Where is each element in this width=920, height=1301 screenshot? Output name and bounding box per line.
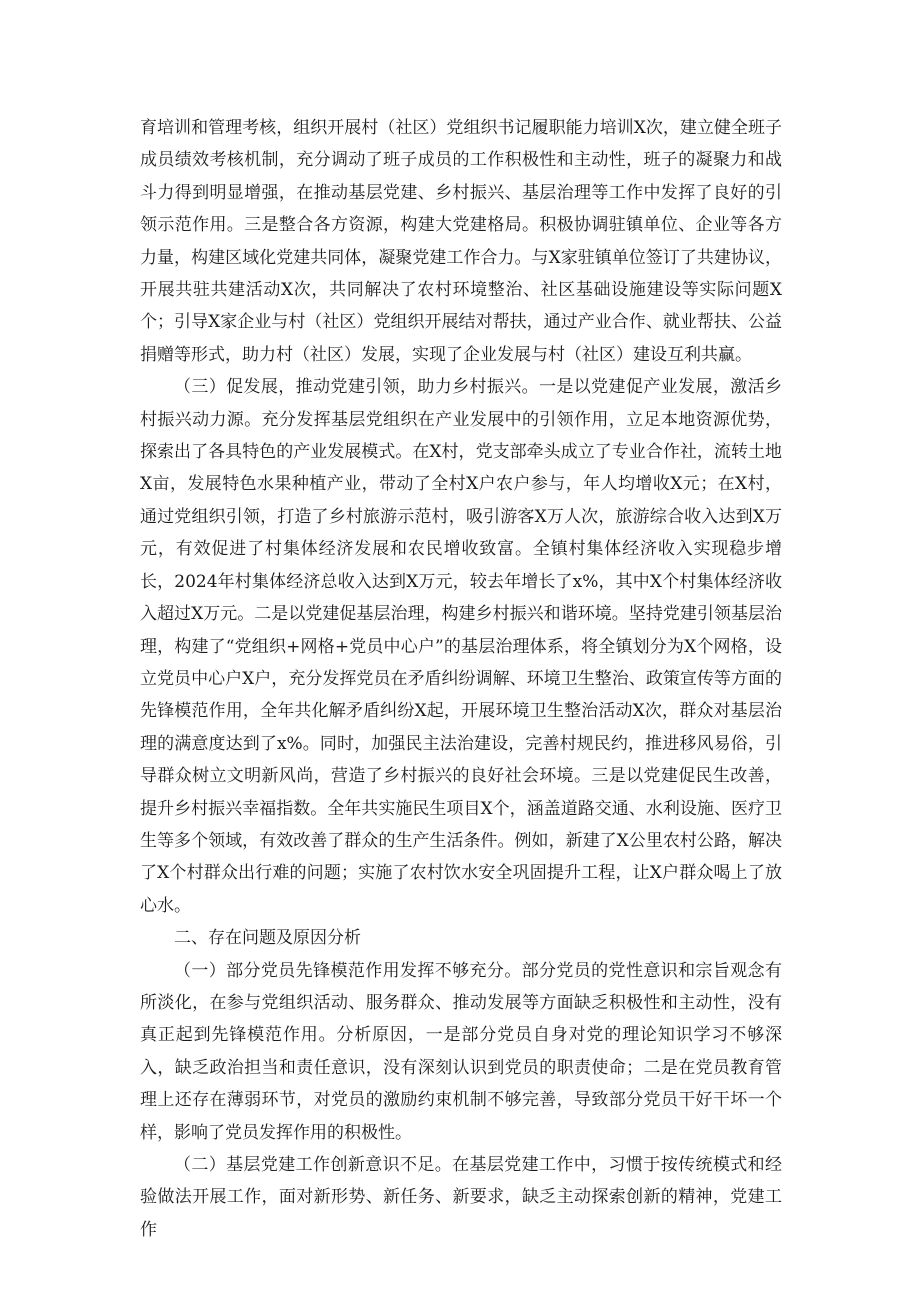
paragraph-promote-development: （三）促发展，推动党建引领，助力乡村振兴。一是以党建促产业发展，激活乡村振兴动力源。充分发挥基层党组织在产业发展中的引领作用，立足本地资源优势，探索出了各具特色的产业发展模式。在X村，党支部牵头成立了专业合作社，流转土地X亩，发展特色水果种植产业，带动了全村X户农户参与，年人均增收X元；在X村，通过党组织引领，打造了乡村旅游示范村，吸引游客X万人次，旅游综合收入达到X万元，有效促进了村集体经济发展和农民增收致富。全镇村集体经济收入实现稳步增长，2024年村集体经济总收入达到X万元，较去年增长了x%，其中X个村集体经济收入超过X万元。二是以党建促基层治理，构建乡村振兴和谐环境。坚持党建引领基层治理，构建了“党组织+网格+党员中心户”的基层治理体系，将全镇划分为X个网格，设立党员中心户X户，充分发挥党员在矛盾纠纷调解、环境卫生整治、政策宣传等方面的先锋模范作用，全年共化解矛盾纠纷X起，开展环境卫生整治活动X次，群众对基层治理的满意度达到了x%。同时，加强民主法治建设，完善村规民约，推进移风易俗，引导群众树立文明新风尚，营造了乡村振兴的良好社会环境。三是以党建促民生改善，提升乡村振兴幸福指数。全年共实施民生项目X个，涵盖道路交通、水利设施、医疗卫生等多个领域，有效改善了群众的生产生活条件。例如，新建了X公里农村公路，解决了X个村群众出行难的问题；实施了农村饮水安全巩固提升工程，让X户群众喝上了放心水。 xyxy=(140,377,782,916)
paragraph-leadership-training: 育培训和管理考核，组织开展村（社区）党组织书记履职能力培训X次，建立健全班子成员绩效考核机制，充分调动了班子成员的工作积极性和主动性，班子的凝聚力和战斗力得到明显增强，在推动基层党建、乡村振兴、基层治理等工作中发挥了良好的引领示范作用。三是整合各方资源，构建大党建格局。积极协调驻镇单位、企业等各方力量，构建区域化党建共同体，凝聚党建工作合力。与X家驻镇单位签订了共建协议，开展共驻共建活动X次，共同解决了农村环境整治、社区基础设施建设等实际问题X个；引导X家企业与村（社区）党组织开展结对帮扶，通过产业合作、就业帮扶、公益捐赠等形式，助力村（社区）发展，实现了企业发展与村（社区）建设互利共赢。 xyxy=(140,118,782,365)
paragraph-innovation-awareness: （二）基层党建工作创新意识不足。在基层党建工作中，习惯于按传统模式和经验做法开展工作，面对新形势、新任务、新要求，缺乏主动探索创新的精神，党建工作 xyxy=(140,1155,782,1240)
paragraph-party-member-role: （一）部分党员先锋模范作用发挥不够充分。部分党员的党性意识和宗旨观念有所淡化，在参与党组织活动、服务群众、推动发展等方面缺乏积极性和主动性，没有真正起到先锋模范作用。分析原因，一是部分党员自身对党的理论知识学习不够深入，缺乏政治担当和责任意识，没有深刻认识到党员的职责使命；二是在党员教育管理上还存在薄弱环节，对党员的激励约束机制不够完善，导致部分党员干好干坏一个样，影响了党员发挥作用的积极性。 xyxy=(140,960,782,1143)
document-page xyxy=(140,112,782,1246)
section-heading-problems: 二、存在问题及原因分析 xyxy=(174,928,361,949)
